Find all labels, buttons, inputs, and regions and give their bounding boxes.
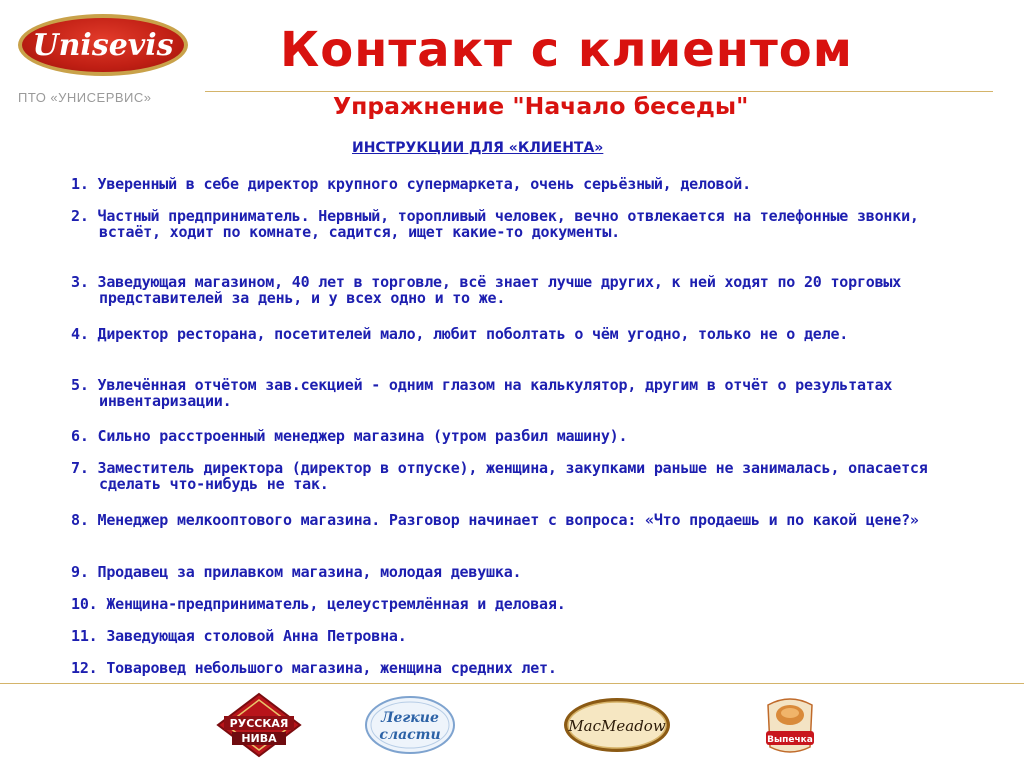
page-subtitle: Упражнение "Начало беседы" xyxy=(333,92,749,120)
legkie-slasti-logo-icon xyxy=(362,690,458,760)
instructions-heading: ИНСТРУКЦИИ ДЛЯ «КЛИЕНТА» xyxy=(352,140,604,156)
logo-name: Unisevis xyxy=(32,27,174,63)
list-item: 8. Менеджер мелкооптового магазина. Разговор начинает с вопроса: «Что продаешь и по какой цене?» xyxy=(71,511,919,529)
list-item: 9. Продавец за прилавком магазина, молодая девушка. xyxy=(71,563,522,581)
list-item: 11. Заведующая столовой Анна Петровна. xyxy=(71,627,407,645)
brand-line: MacMeadow xyxy=(568,717,666,735)
brand-line: НИВА xyxy=(241,732,277,745)
list-item: 2. Частный предприниматель. Нервный, торопливый человек, вечно отвлекается на телефонные звонки, встаёт, ходит по комнате, садится, ищет какие-то документы. xyxy=(71,207,919,241)
list-item: 5. Увлечённая отчётом зав.секцией - одним глазом на калькулятор, другим в отчёт о результатах инвентаризации. xyxy=(71,376,893,410)
list-item: 10. Женщина-предприниматель, целеустремлённая и деловая. xyxy=(71,595,566,613)
list-item: 3. Заведующая магазином, 40 лет в торговле, всё знает лучше других, к ней ходят по 20 торговых представителей за день, и у всех одно и то же. xyxy=(71,273,902,307)
list-item: 1. Уверенный в себе директор крупного супермаркета, очень серьёзный, деловой. xyxy=(71,175,751,193)
list-item: 6. Сильно расстроенный менеджер магазина (утром разбил машину). xyxy=(71,427,628,445)
vypechka-logo-icon xyxy=(760,690,820,760)
brand-line: РУССКАЯ xyxy=(229,717,289,730)
list-item: 7. Заместитель директора (директор в отпуске), женщина, закупками раньше не занималась, опасается сделать что-нибудь не так. xyxy=(71,459,928,493)
list-item: 4. Директор ресторана, посетителей мало, любит поболтать о чём угодно, только не о деле. xyxy=(71,325,849,343)
russkaya-niva-logo-icon xyxy=(214,690,304,760)
footer-divider xyxy=(0,683,1024,684)
logo-caption: ПТО «УНИСЕРВИС» xyxy=(18,90,152,105)
brand-line: Легкие xyxy=(381,710,439,726)
list-item: 12. Товаровед небольшого магазина, женщина средних лет. xyxy=(71,659,557,677)
brand-line: сласти xyxy=(379,727,441,743)
brand-line: Выпечка xyxy=(767,735,813,745)
macmeadow-logo-icon xyxy=(561,690,673,760)
page-title: Контакт с клиентом xyxy=(280,22,853,78)
logo-oval xyxy=(18,14,188,76)
unisevis-logo xyxy=(18,14,196,105)
